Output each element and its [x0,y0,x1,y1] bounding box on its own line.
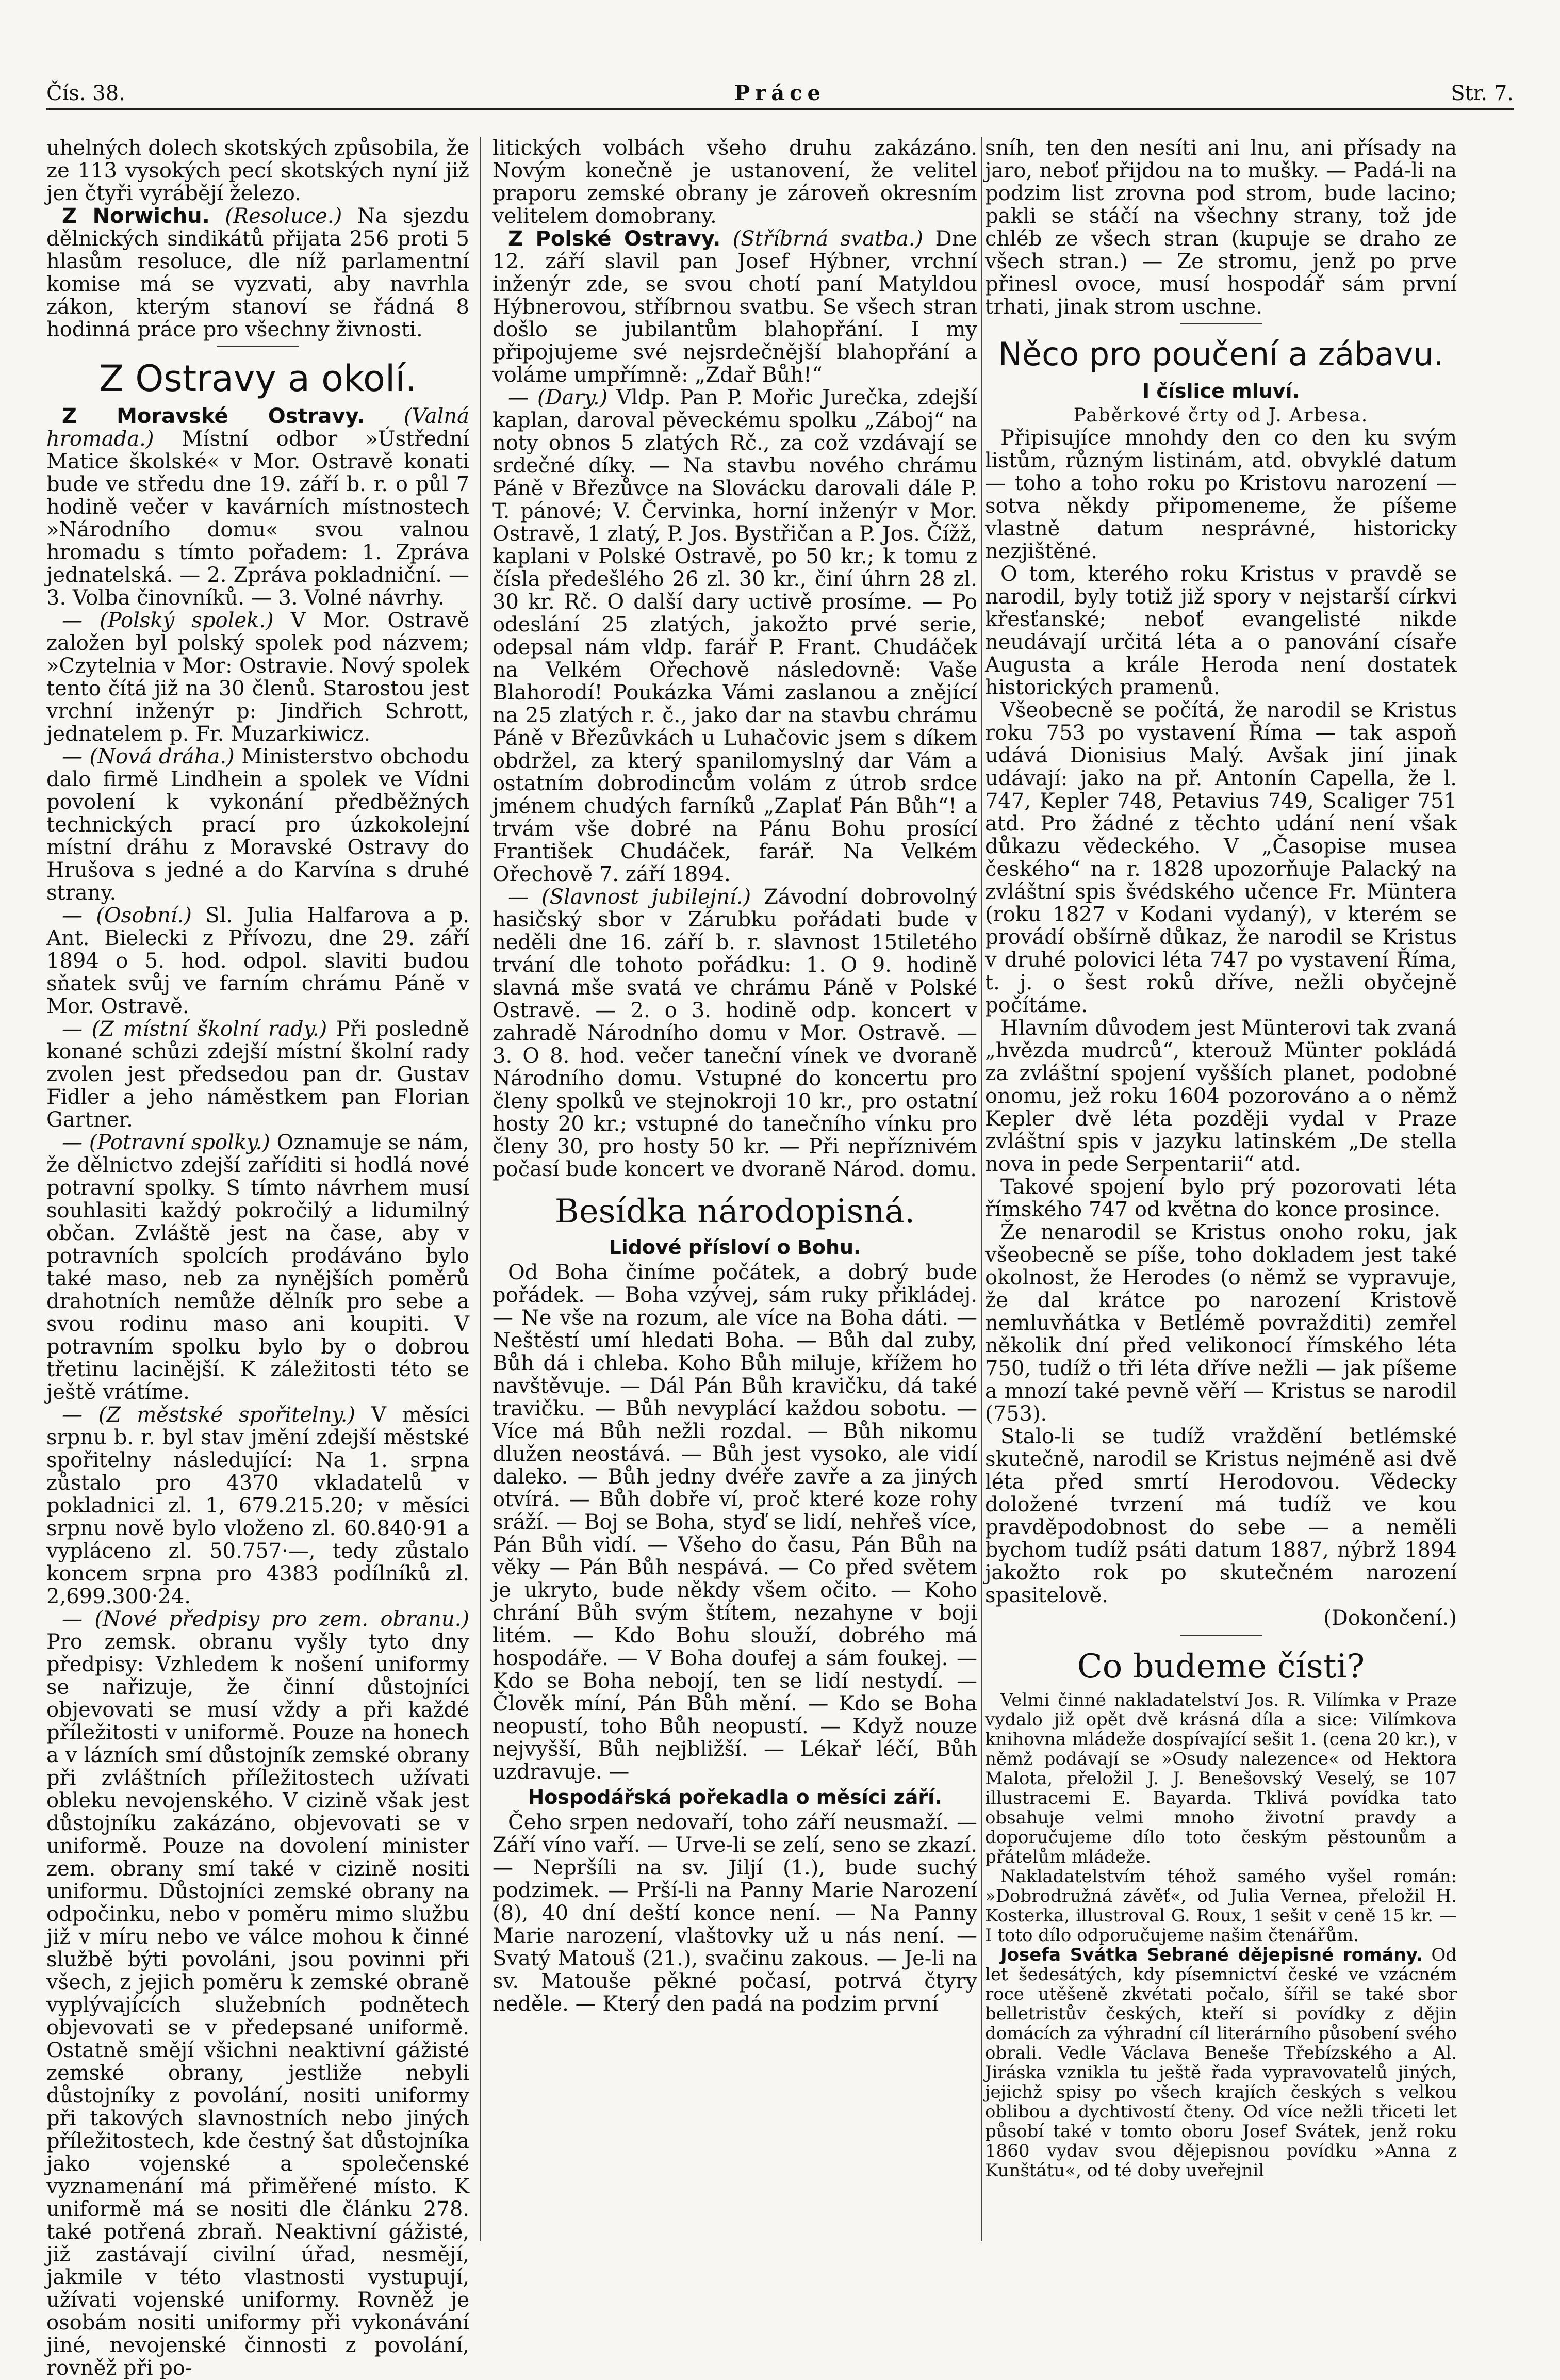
article-tag: — (Nové předpisy pro zem. obranu.) [62,1607,469,1631]
article-paragraph [46,405,469,609]
article-text: Pro zemsk. obranu vyšly tyto dny předpisy: Vzhledem k nošení uniformy se nařizuje, že činní důstojníci objevovati se musí vždy a při každé příležitosti v uniformě. Pouze na honech a v lázních smí důstojník zemské obrany při zvláštních příležitostech užívati obleku nevojenského. V cizině však jest důstojníku zakázáno, objevovati se v uniformě. Pouze na dovolení minister zem. obrany smí také v cizině nositi uniformu. Důstojníci zemské obrany na odpočinku, nebo v poměru mimo službu již v míru nebo ve válce mohou k činné službě býti povoláni, jsou povinni při všech, z jejich poměru k zemské obraně vyplývajících služebních podnětech objevovati se v předepsané uniformě. Ostatně smějí všichni neaktivní gážisté zemské obrany, jestliže nebyli důstojníky z povolání, nositi uniformy při takových slavnostních nebo jiných příležitostech, kde čestný šat důstojníka jako vojenské a společenské vyznamenání má přiměřené místo. K uniformě má se nositi dle článku 278. také potřená zbraň. Neaktivní gážisté, již zastávají civilní úřad, nesmějí, jakmile v této vlastnosti vystupují, užívati vojenské uniformy. Rovněž je osobám nositi uniformy při vykonávání jiné, nevojenské činnosti z povolání, rovněž při po- [46,1630,469,2380]
column-3 [985,137,1457,2257]
subheading: Lidové přísloví o Bohu. [609,1236,861,1259]
column-1 [46,136,470,2380]
page-header [46,77,1514,110]
column-rule [981,137,982,2241]
article-paragraph: Stalo-li se tudíž vraždění betlémské skutečně, narodil se Kristus nejméně asi dvě léta před smrtí Herodovou. Vědecky doložené tvrzení má tudíž ve kou pravděpodobnost do sebe — a neměli bychom tudíž psáti datum 1887, nýbrž 1894 jakožto rok po skutečném narození spasitelově. [985,1425,1457,1607]
article-paragraph [46,1131,469,1404]
issue-number: Čís. 38. [46,81,125,105]
article-text: Vldp. Pan P. Mořic Jurečka, zdejší kaplan, daroval pěveckému spolku „Záboj“ na noty obnos 5 zlatých Rč., za což vzdávají se srdečné díky. — Na stavbu nového chrámu Páně v Březůvce na Slovácku darovali dále P. T. pánové; V. Červinka, horní inženýr v Mor. Ostravě, 1 zlatý, P. Jos. Bystřičan a P. Jos. Čížž, kaplani v Polské Ostravě, po 50 kr.; k tomu z čísla předešlého 26 zl. 30 kr., činí úhrn 28 zl. 30 kr. Rč. O další dary uctivě prosíme. — Po odeslání 25 zlatých, jakožto prvé serie, odepsal nám vldp. farář P. Frant. Chudáček na Velkém Ořechově následovně: Vaše Blahorodí! Poukázka Vámi zaslanou a znějící na 25 zlatých r. č., jako dar na stavbu chrámu Páně v Březůvkách u Luhačovic jsem s díkem obdržel, za který spanilomyslný dar Vám a ostatním dobrodincům volám z útrob srdce jménem chudých farníků „Zaplať Pán Bůh“! a trvám vše dobré na Pánu Bohu prosící František Chudáček, farář. Na Velkém Ořechově 7. září 1894. [492,386,977,886]
article-paragraph: Hlavním důvodem jest Münterovi tak zvaná „hvězda mudrců“, kterouž Münter pokládá za zvláštní spojení vyšších planet, podobné onomu, jež roku 1604 pozorováno a o němž Kepler dvě léta později vydal v Praze zvláštní spis v jazyku latinském „De stella nova in pede Serpentarii“ atd. [985,1016,1457,1176]
article-paragraph [985,1945,1457,2180]
section-heading: Besídka národopisná. [554,1193,915,1231]
article-paragraph: litických volbách všeho druhu zakázáno. Novým konečně je ustanovení, že velitel praporu zemské obrany je zároveň okresním velitelem domobrany. [492,136,977,228]
article-tag: — (Polský spolek.) [62,609,274,632]
article-text: Ministerstvo obchodu dalo firmě Lindhein a spolek ve Vídni povolení k vykonání předběžných technických prací pro úzkokolejní místní dráhu z Moravské Ostravy do Hrušova s jedné a do Karvína s druhé strany. [46,745,469,905]
column-2 [492,137,977,2257]
article-text: Závodní dobrovolný hasičský sbor v Zárubku pořádati bude v neděli dne 16. září b. r. slavnost 15tiletého trvání dle tohoto pořádku: 1. O 9. hodině slavná mše svatá ve chrámu Páně v Polské Ostravě. — 2. o 3. hodině odp. koncert v zahradě Národního domu v Mor. Ostravě. — 3. O 8. hod. večer taneční vínek ve dvoraně Národního domu. Vstupné do koncertu pro členy spolků ve stejnokroji 10 kr., pro ostatní hosty 20 kr.; vstupné do tanečního vínku pro členy 30, pro hosty 50 kr. — Při nepříznivém počasí bude koncert ve dvoraně Národ. domu. [492,885,977,1181]
article-text: Při posledně konané schůzi zdejší místní školní rady zvolen jest předsedou pan dr. Gustav Fidler a jeho náměstkem pan Florian Gartner. [46,1017,470,1132]
article-paragraph [46,1018,469,1131]
subheading: I číslice mluví. [1142,380,1300,402]
article-tag: — (Slavnost jubilejní.) [508,885,751,909]
article-author: Paběrkové črty od J. Arbesa. [1073,405,1369,426]
article-tag: (Resoluce.) [225,204,342,228]
divider [1180,323,1262,324]
article-paragraph: Od Boha činíme počátek, a dobrý bude pořádek. — Boha vzývej, sám ruky přikládej. — Ne vše na rozum, ale více na Boha dáti. — Neštěstí umí hledati Boha. — Bůh dal zuby, Bůh dá i chleba. Koho Bůh miluje, křížem ho navštěvuje. — Dál Pán Bůh kravičku, dá také travičku. — Bůh nevyplácí každou sobotu. — Více má Bůh nežli rozdal. — Bůh nikomu dlužen neostává. — Bůh jest vysoko, ale vidí daleko. — Bůh jedny dvéře zavře a za jiných otvírá. — Bůh dobře ví, proč které koze rohy sráží. — Boj se Boha, styď se lidí, nehřeš více, Pán Bůh vidí. — Všeho do času, Pán Bůh na věky — Pán Bůh nespává. — Co před světem je ukryto, bude někdy všem očito. — Koho chrání Bůh svým štítem, nezahyne v boji litém. — Kdo Bohu slouží, dobrého má hospodáře. — V Boha doufej a sám foukej. — Kdo se Boha nebojí, ten se lidí nestydí. — Člověk míní, Pán Bůh mění. — Kdo se Boha neopustí, toho Bůh neopustí. — Když nouze nejvyšší, Bůh nejbližší. — Lékař léčí, Bůh uzdravuje. — [492,1261,977,1784]
article-tag: — (Nová dráha.) [62,745,235,769]
divider [1180,1635,1262,1636]
article-paragraph [46,609,469,745]
place-heading: Z Norwichu. [62,204,210,228]
article-tag: — (Dary.) [508,386,608,410]
article-paragraph: Všeobecně se počítá, že narodil se Kristus roku 753 po vystavení Říma — tak aspoň udává Dionisius Malý. Avšak jiní jinak udávají: jako na př. Antonín Capella, že l. 747, Kepler 748, Petavius 749, Scaliger 751 atd. Pro žádné z těchto udání není však důkazu vědeckého. V „Časopise musea českého“ na r. 1828 upozorňuje Palacký na zvláštní spis švédského učence Fr. Müntera (roku 1827 v Kodani vydaný), v kterém se provádí obšírně důkaz, že narodil se Kristus v druhé polovici léta 747 po vystavení Říma, t. j. o šest roků dříve, nežli obyčejně počítáme. [985,698,1457,1017]
page-number: Str. 7. [1451,81,1514,105]
place-heading: Josefa Svátka Sebrané dějepisné romány. [1000,1945,1423,1965]
divider [217,346,299,347]
subheading: Hospodářská pořekadla o měsíci září. [528,1786,942,1808]
article-text: Dne 12. září slavil pan Josef Hýbner, vrchní inženýr zde, se svou chotí paní Matyldou Hýbnerovou, stříbrnou svatbu. Se všech stran došlo se jubilantům blahopřání. I my připojujeme své nejsrdečnější blahopřání a voláme umpřímně: „Zdař Bůh!“ [492,227,978,387]
article-tag: (Valná hromada.) [46,404,469,451]
article-paragraph: sníh, ten den nesíti ani lnu, ani přísady na jaro, neboť přijdou na to mušky. — Padá-li na podzim list zrovna pod strom, bude lacino; pakli se stáčí na všechny strany, tož jde chléb ze všech stran (kupuje se draho ze všech stran.) — Ze stromu, jenž po prve přinesl ovoce, musí hospodář sám první trhati, jinak strom uschne. [985,136,1457,319]
article-text: Od let šedesátých, kdy písemnictví české ve vzácném roce utěšeně zkvétati počalo, šířil se také sbor belletristův českých, kteří si povídky z dějin domácích za výhradní cíl literárního působení svého obrali. Vedle Václava Beneše Třebízského a Al. Jiráska vznikla tu ještě řada vypravovatelů jiných, jejichž spisy po všech krajích českých s velkou oblibou a dychtivostí čteny. Od více nežli třiceti let působí také v tomto oboru Josef Svátek, jenž roku 1860 vydav svou dějepisnou povídku »Anna z Kunštátu«, od té doby uveřejnil [985,1945,1457,2181]
article-tag: — (Osobní.) [62,904,192,927]
section-heading: Co budeme čísti? [1077,1648,1365,1686]
column-rule [480,137,481,2241]
article-text: Místní odbor »Ústřední Matice školské« v Mor. Ostravě konati bude ve středu dne 19. září b. r. o půl 7 hodině večer v kavárních místnostech »Národního domu« svou valnou hromadu s tímto pořadem: 1. Zpráva jednatelská. — 2. Zpráva pokladniční. — 3. Volba činovníků. — 3. Volné návrhy. [46,427,470,610]
article-tag: — (Potravní spolky.) [62,1131,270,1154]
article-paragraph: Nakladatelstvím téhož samého vyšel román: »Dobrodružná závěť«, od Julia Vernea, přeložil H. Kosterka, illustroval G. Roux, 1 sešit v ceně 15 kr. — I toto dílo odporučujeme našim čtenářům. [985,1866,1457,1946]
article-paragraph: Velmi činné nakladatelství Jos. R. Vilímka v Praze vydalo již opět dvě krásná díla a sice: Vilímkova knihovna mládeže dospívající sešit 1. (cena 20 kr.), v němž podávají se »Osudy nalezence« od Hektora Malota, přeložil J. J. Benešovský Veselý, se 107 illustracemi E. Bayarda. Tklivá povídka tato obsahuje velmi mnoho životní pravdy a doporučujeme dílo toto českým pěstounům a přátelům mládeže. [985,1690,1457,1867]
article-paragraph: uhelných dolech skotských způsobila, že ze 113 vysokých pecí skotských nyní již jen čtyři vyrábějí železo. [46,136,469,205]
article-paragraph: O tom, kterého roku Kristus v pravdě se narodil, byly totiž již spory v nejstarší církvi křesťanské; neboť evangelisté nikde neudávají určitá léta a o panování císaře Augusta a krále Heroda není dostatek historických pramenů. [985,562,1457,699]
article-paragraph [46,745,469,904]
place-heading: Z Polské Ostravy. [508,227,721,251]
article-paragraph: Čeho srpen nedovaří, toho září neusmaží. — Září víno vaří. — Urve-li se zelí, seno se zkazí. — Nepršíli na sv. Jiljí (1.), bude suchý podzimek. — Prší-li na Panny Marie Narození (8), 40 dní deští konce není. — Na Panny Marie narození, vlaštovky už u nás není. — Svatý Matouš (21.), svačinu zakous. — Je-li na sv. Matouše pěkné počasí, potrvá čtyry neděle. — Který den padá na podzim první [492,1811,977,2016]
article-paragraph [46,205,469,341]
section-heading: Z Ostravy a okolí. [99,357,417,400]
article-text: Na sjezdu dělnických sindikátů přijata 256 proti 5 hlasům resoluce, dle níž parlamentní komise má se vyzvati, aby navrhla zákon, kterým stanoví se řádná 8 hodinná práce pro všechny živnosti. [46,204,470,341]
article-paragraph: Připisujíce mnohdy den co den ku svým listům, různým listinám, atd. obvyklé datum — toho a toho roku po Kristovu narození — sotva někdy připomeneme, že píšeme vlastně datum nesprávné, historicky nezjištěné. [985,426,1457,563]
continued-note: (Dokončení.) [1323,1606,1457,1630]
article-text: Sl. Julia Halfarova a p. Ant. Bielecki z Přívozu, dne 29. září 1894 o 5. hod. odpol. slaviti budou sňatek svůj ve farním chrámu Páně v Mor. Ostravě. [46,904,470,1018]
article-paragraph [492,227,977,386]
article-paragraph [492,886,977,1181]
article-text: Oznamuje se nám, že dělnictvo zdejší zaříditi si hodlá nové potravní spolky. S tímto návrhem musí souhlasiti každý pokročilý a lidumilný občan. Zvláště jest na čase, aby v potravních spolcích prodáváno bylo také maso, neb za nynějších poměrů drahotních nemůže dělník pro sebe a svou rodinu maso ani koupiti. V potravním spolku bylo by o dobrou třetinu lacinější. K záležitosti této se ještě vrátíme. [46,1131,469,1404]
article-paragraph [46,1404,469,1608]
article-paragraph: Že nenarodil se Kristus onoho roku, jak všeobecně se píše, toho dokladem jest také okolnost, že Herodes (o němž se vypravuje, že dal krátce po narození Kristově nemluvňátka v Betlémě povražditi) zemřel několik dní před velikonocí římského léta 750, tudíž o tři léta dříve nežli — jak píšeme a mnozí také pevně věří — Kristus se narodil (753). [985,1220,1457,1426]
place-heading: Z Moravské Ostravy. [62,404,365,428]
newspaper-title: Práce [734,81,826,105]
article-paragraph [46,1608,469,2379]
article-tag: — (Z městské spořitelny.) [62,1403,356,1427]
article-paragraph [492,386,977,886]
article-paragraph [46,904,469,1018]
article-tag: (Stříbrná svatba.) [732,227,924,251]
article-text: V Mor. Ostravě založen byl polský spolek pod názvem; »Czytelnia v Mor: Ostravie. Nový spolek tento čítá již na 30 členů. Starostou jest vrchní inženýr p: Jindřich Schrott, jednatelem p. Fr. Muzarkiwicz. [46,609,469,746]
article-tag: — (Z místní školní rady.) [62,1017,327,1041]
article-text: V měsíci srpnu b. r. byl stav jmění zdejší městské spořitelny následující: Na 1. srpna zůstalo pro 4370 vkladatelů v pokladnici zl. 1, 679.215.20; v měsíci srpnu nově bylo vloženo zl. 60.840·91 a vypláceno zl. 50.757·—, tedy zůstalo koncem srpna pro 4383 podílníků zl. 2,699.300·24. [46,1403,470,1608]
section-heading: Něco pro poučení a zábavu. [998,335,1444,373]
article-paragraph: Takové spojení bylo prý pozorovati léta římského 747 od května do konce prosince. [985,1175,1457,1221]
